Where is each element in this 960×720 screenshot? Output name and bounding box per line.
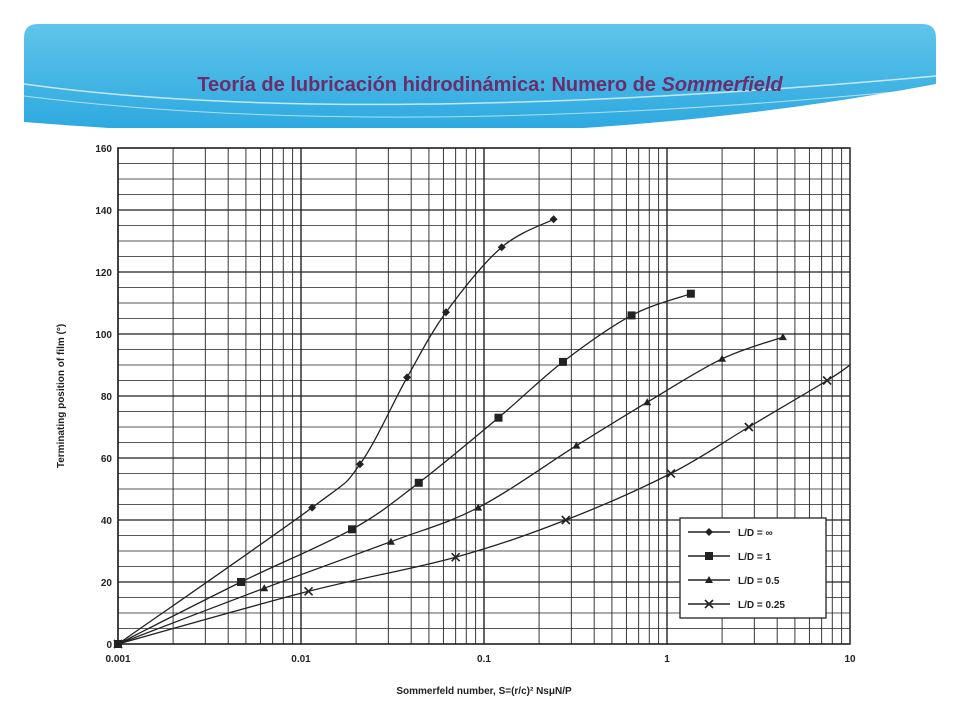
x-tick-label: 10 bbox=[844, 654, 856, 665]
marker-square bbox=[237, 578, 245, 586]
slide-title-text: Teoría de lubricación hidrodinámica: Numero de bbox=[197, 74, 662, 96]
y-tick-label: 80 bbox=[100, 392, 112, 403]
y-tick-label: 140 bbox=[95, 206, 112, 217]
slide-title bbox=[0, 74, 960, 97]
slide-title-italic: Sommerfield bbox=[661, 74, 783, 96]
marker-square bbox=[687, 290, 695, 298]
marker-square bbox=[705, 552, 713, 560]
y-tick-label: 20 bbox=[100, 578, 112, 589]
marker-square bbox=[494, 414, 502, 422]
legend-label: L/D = 0.25 bbox=[738, 600, 785, 611]
y-tick-label: 60 bbox=[100, 454, 112, 465]
x-axis-title: Sommerfeld number, S=(r/c)² NsμN/P bbox=[396, 686, 572, 697]
y-axis-title: Terminating position of film (°) bbox=[56, 323, 67, 469]
marker-square bbox=[559, 358, 567, 366]
y-tick-label: 0 bbox=[106, 640, 112, 651]
legend-label: L/D = ∞ bbox=[738, 528, 773, 539]
legend-label: L/D = 1 bbox=[738, 552, 772, 563]
marker-square bbox=[348, 525, 356, 533]
marker-square bbox=[415, 479, 423, 487]
y-tick-label: 120 bbox=[95, 268, 112, 279]
legend bbox=[680, 518, 826, 618]
x-tick-label: 0.001 bbox=[105, 654, 131, 665]
y-tick-label: 100 bbox=[95, 330, 112, 341]
sommerfeld-chart bbox=[40, 128, 886, 700]
marker-square bbox=[628, 311, 636, 319]
x-tick-label: 0.1 bbox=[477, 654, 491, 665]
chart-panel bbox=[40, 128, 886, 700]
x-tick-label: 0.01 bbox=[291, 654, 311, 665]
legend-label: L/D = 0.5 bbox=[738, 576, 780, 587]
y-tick-label: 160 bbox=[95, 144, 112, 155]
x-tick-label: 1 bbox=[664, 654, 670, 665]
y-tick-label: 40 bbox=[100, 516, 112, 527]
